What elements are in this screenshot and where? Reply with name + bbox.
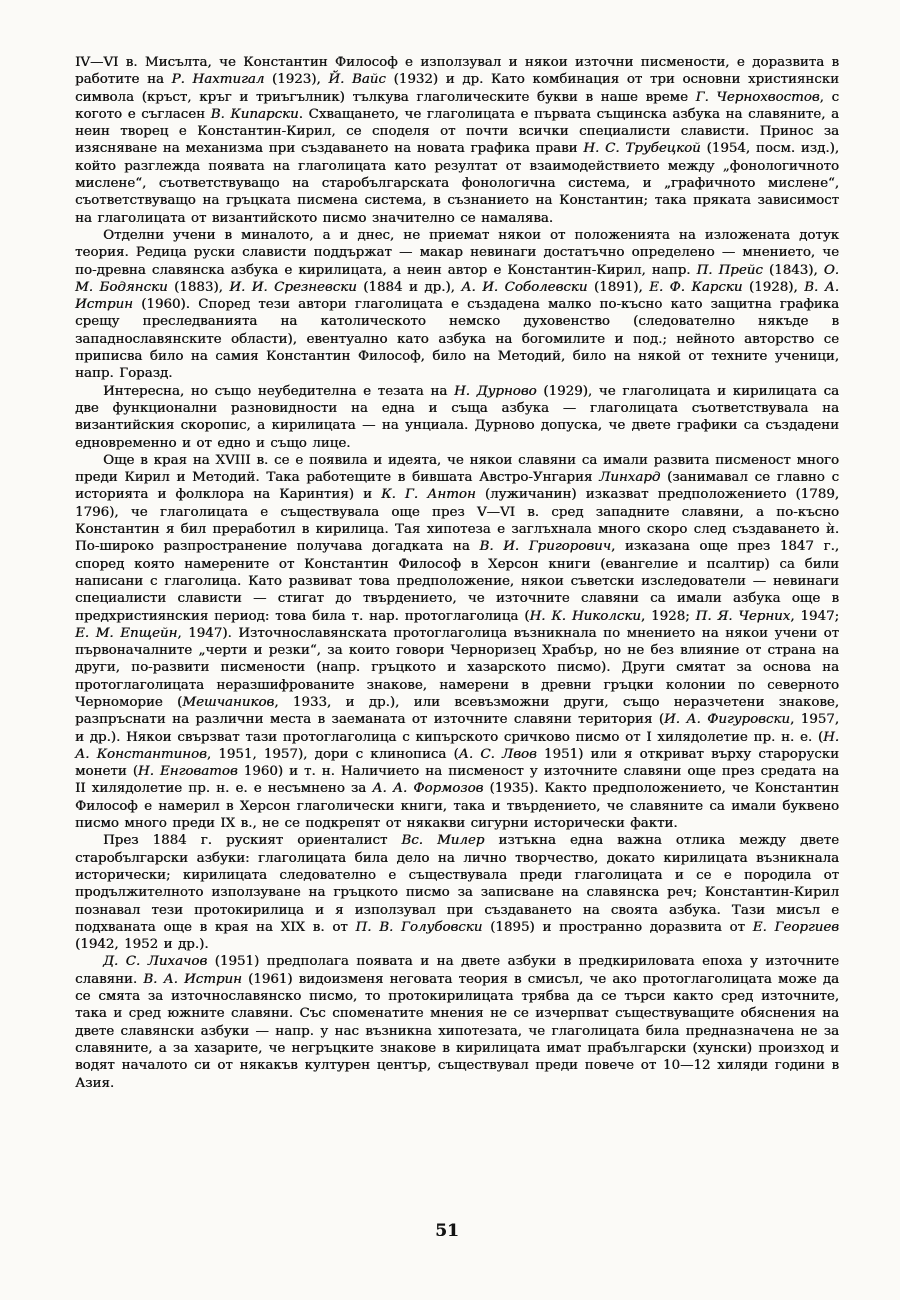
body-text: Интересна, но също неубедителна е тезата на <box>103 383 454 399</box>
author-name: Линхард <box>599 470 661 486</box>
body-text: Още в края на XVIII в. се е появила и идеята, че някои славяни са имали развита писменост много преди Кирил и Методий. Така работещите в бившата Австро-Унгария <box>75 452 839 486</box>
author-name: А. А. Формозов <box>372 781 484 797</box>
author-name: В. И. Григорович <box>479 539 611 555</box>
author-name: Н. К. Николски <box>529 608 641 624</box>
paragraph <box>75 953 839 1091</box>
author-name: Е. Ф. Карски <box>649 279 743 295</box>
author-name: Н. С. Трубецкой <box>583 141 701 157</box>
author-name: Й. Вайс <box>328 72 386 88</box>
body-text: (1891), <box>587 279 650 295</box>
body-text: (1883), <box>167 279 230 295</box>
author-name: К. Г. Антон <box>381 487 476 503</box>
author-name: Вс. Милер <box>401 833 485 849</box>
body-text: (1928), <box>742 279 805 295</box>
paragraph <box>75 227 839 383</box>
author-name: Мешчаников <box>182 694 275 710</box>
author-name: П. В. Голубовски <box>355 919 483 935</box>
author-name: Р. Нахтигал <box>171 72 265 88</box>
body-text: изтъкна една важна отлика между двете старобългарски азбуки: глаголицата била дело на лично творчество, докато кирилицата възникнала исторически; кирилицата следователно е съществувала преди глаголицата и се е породила от продължителното използуване на гръцкото писмо за записване на славянска реч; Константин-Кирил познавал тези протокирилица и я използувал при създаването на своята азбука. Тази мисъл е подхваната още в края на XIX в. от <box>75 833 839 935</box>
author-name: А. С. Лвов <box>458 746 537 762</box>
body-text: (1923), <box>264 72 329 88</box>
author-name: А. И. Соболевски <box>461 279 588 295</box>
body-text: 1951) или я откриват върху староруски монети ( <box>75 746 839 780</box>
body-text: Отделни учени в миналото, а и днес, не приемат някои от положенията на изложената дотук теория. Редица руски слависти поддържат — макар невинаги достатъчно определено — мнението, че по-древна славянска азбука е кирилицата, а неин автор е Константин-Кирил, напр. <box>75 227 839 278</box>
body-text: (1961) видоизменя неговата теория в смисъл, че ако протоглаголицата може да се смята за източнославянско писмо, то протокирилицата трябва да се търси както сред източните, така и сред южните славяни. Със споменатите мнения не се изчерпват съществуващите обяснения на двете славянски азбуки — напр. у нас възникна хипотезата, че глаголицата била предназначена не за славяните, а за хазарите, че негръцките знакове в кирилицата имат прабългарски (хунски) произход и водят началото си от някакъв културен център, съществувал преди повече от 10—12 хиляди години в Азия. <box>75 971 839 1091</box>
body-text: , изказана още през 1847 г., според която намерените от Константин Философ в Херсон книги (евангелие и псалтир) са били написани с глаголица. Като развиват това предположение, някои съветски изследователи — невинаги специалисти слависти — стигат до твърдението, че източните славяни са имали азбука още в предхристиянския период: това била т. нар. протоглаголица ( <box>75 539 839 624</box>
body-text: (лужичанин) изказват предположението (1789, 1796), че глаголицата е съществувала още през V—VI в. сред западните славяни, а по-късно Константин я бил преработил в кирилица. Тая хипотеза е заглъхнала много скоро след създаването ѝ. По-широко разпространение получава догадката на <box>75 487 839 555</box>
body-text: , 1933, и др.), или всевъзможни други, също неразчетени знакове, разпръснати на различни места в заеманата от източните славяни територия ( <box>75 694 839 728</box>
body-text: (1932) и др. Като комбинация от три основни християнски символа (кръст, кръг и триъгълник) тълкува глаголическите букви в наше време <box>75 72 839 105</box>
body-text: (1929), че глаголицата и кирилицата са две функционални разновидности на една и съща азбука — глаголицата съответствувала на византийския скоропис, а кирилицата — на унциала. Дурново допуска, че двете графики са създадени едновременно и от едно и също лице. <box>75 383 839 451</box>
body-text: (1960). Според тези автори глаголицата е създадена малко по-късно като защитна графика срещу преследванията на католическото немско духовенство (следователно някъде в западнославянските области), евентуално като азбука на богомилите и под.; нейното авторство се приписва било на самия Константин Философ, било на Методий, било на някой от техните ученици, напр. Горазд. <box>75 297 839 382</box>
author-name: П. Прейс <box>696 262 763 278</box>
paragraph <box>75 383 839 452</box>
body-text: (1935). Както предположението, че Константин Философ е намерил в Херсон глаголически книги, така и твърдението, че славяните са имали буквено писмо много преди IX в., не се подкрепят от някакви сигурни исторически факти. <box>75 781 840 832</box>
author-name: И. А. Фигуровски <box>663 712 790 728</box>
body-text: (1843), <box>762 262 824 278</box>
paragraph <box>75 54 839 227</box>
body-text: , 1947). Източнославянската протоглаголица възникнала по мнението на някои учени от първоначалните „черти и резки“, за които говори Черноризец Храбър, но не без влияние от страна на други, по-развити писмености (напр. гръцкото и хазарското писмо). Други смятат за основа на протоглаголицата неразшифрованите знакове, намерени в древни гръцки колонии по северното Черноморие ( <box>75 625 839 710</box>
body-text: (1942, 1952 и др.). <box>75 937 209 953</box>
author-name: Е. Георгиев <box>752 919 839 935</box>
page-number: 51 <box>435 1221 459 1241</box>
body-text: (занимавал се главно с историята и фолклора на Каринтия) и <box>75 470 839 503</box>
author-name: В. А. Истрин <box>75 279 840 313</box>
author-name: Д. С. Лихачов <box>103 954 208 970</box>
author-name: И. И. Срезневски <box>229 279 357 295</box>
body-text: (1954, посм. изд.), който разглежда появата на глаголицата като резултат от взаимодействието между „фонологичното мислене“, съответствуващо на старобългарската фонологична система, и „графичното мислене“, съответствуващо на гръцката писмена система, в съзнанието на Константин; така пряката зависимост на глаголицата от византийското писмо значително се намалява. <box>75 141 839 226</box>
body-text: , 1947; <box>790 608 839 624</box>
author-name: В. А. Истрин <box>143 971 242 987</box>
body-text: (1895) и пространно доразвита от <box>482 919 753 935</box>
body-text: , 1951, 1957), дори с клинописа ( <box>206 746 459 762</box>
body-text: (1884 и др.), <box>356 279 462 295</box>
body-text: , 1957, и др.). Някои свързват тази протоглаголица с кипърското сричково писмо от I хилядолетие пр. н. е. ( <box>75 712 839 745</box>
author-name: Н. Енговатов <box>137 764 238 780</box>
paragraph <box>75 832 839 953</box>
body-text: 1960) и т. н. Наличието на писменост у източните славяни още през средата на II хилядолетие пр. н. е. е несъмнено за <box>75 764 839 797</box>
page-text <box>75 54 839 1092</box>
author-name: О. М. Бодянски <box>75 262 839 295</box>
body-text: През 1884 г. руският ориенталист <box>103 833 402 849</box>
author-name: Е. М. Епщейн <box>75 625 178 641</box>
body-text: IV—VI в. Мисълта, че Константин Философ е използувал и някои източни писмености, е доразвита в работите на <box>75 55 839 88</box>
author-name: Г. Чернохвостов <box>695 89 820 105</box>
body-text: , 1928; <box>640 608 696 624</box>
author-name: П. Я. Черних <box>695 608 791 624</box>
author-name: Н. Дурново <box>454 383 537 399</box>
author-name: В. Кипарски <box>210 106 299 122</box>
body-text: , с когото е съгласен <box>75 89 839 122</box>
body-text: (1951) предполага появата и на двете азбуки в предкириловата епоха у източните славяни. <box>75 954 839 987</box>
paragraph <box>75 452 839 833</box>
author-name: Н. А. Константинов <box>75 729 839 762</box>
body-text: . Схващането, че глаголицата е първата същинска азбука на славяните, а неин творец е Константин-Кирил, се споделя от почти всички специалисти слависти. Принос за изясняване на механизма при създаването на новата графика прави <box>75 106 839 157</box>
